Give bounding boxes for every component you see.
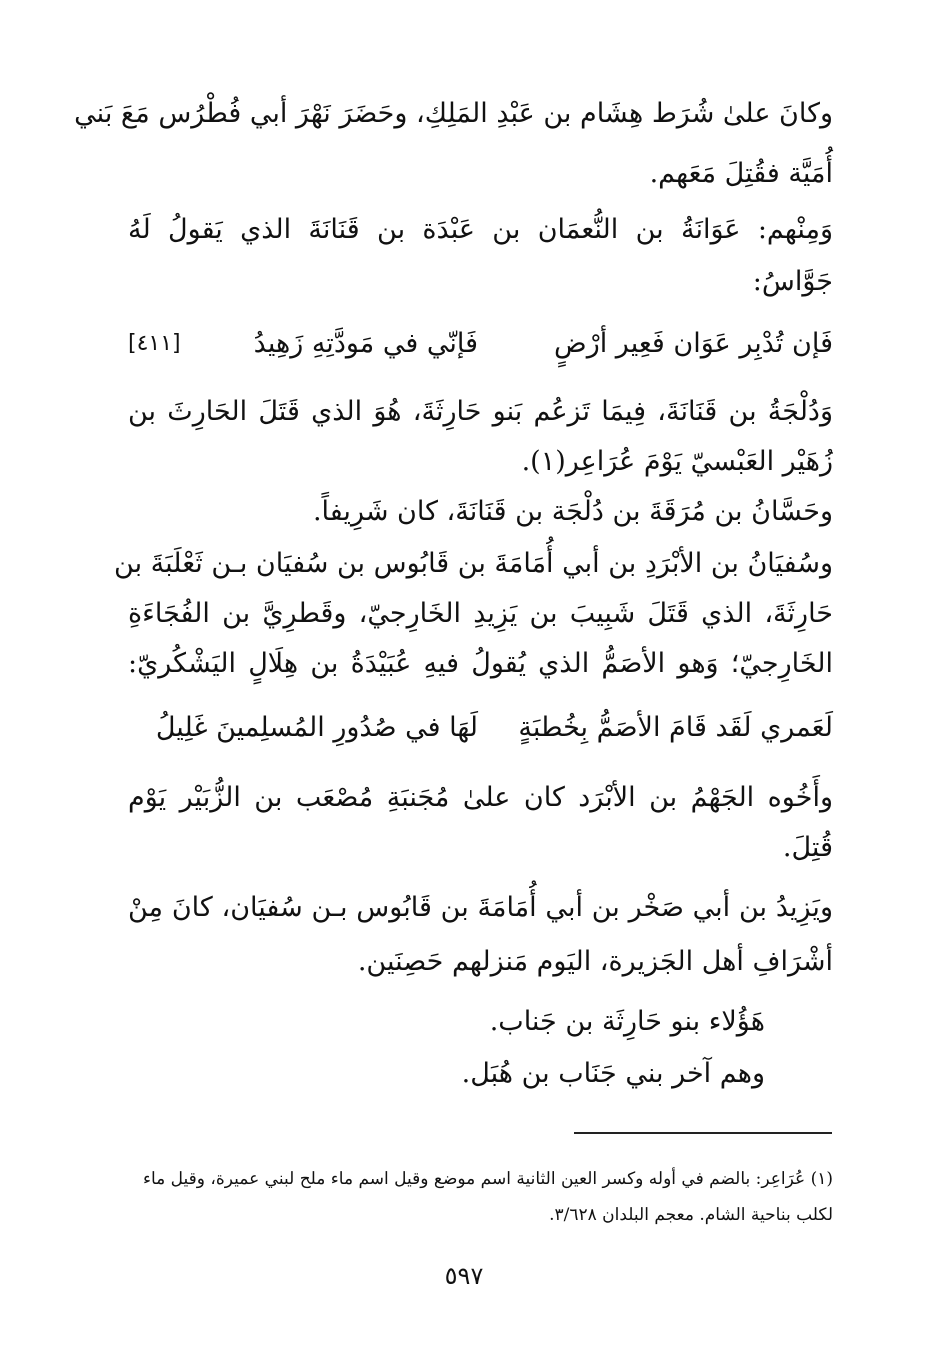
text-line: وهم آخر بني جَنَاب بن هُبَل. [461,1058,765,1089]
text-line: أشْرَافِ أهل الجَزيرة، اليَوم مَنزلهم حَصِنَين. [357,946,833,977]
text-line: وسُفيَانُ بن الأبْرَدِ بن أبي أُمَامَةَ بن قَابُوس بن سُفيَان بـن ثَعْلَبَةَ بن [114,548,833,579]
text-line: وأَخُوه الجَهْمُ بن الأبْرَد كان علىٰ مُجَنبَةِ مُصْعَب بن الزُّبَيْر يَوْم [128,782,833,813]
text-line: قُتِلَ. [782,832,833,863]
verse-line [128,324,833,364]
text-line: زُهَيْر العَبْسيّ يَوْمَ عُرَاعِر(١). [521,446,833,477]
text-line: وَمِنْهم: عَوَانَةُ بن النُّعمَان بن عَبْدَة بن قَنَانَةَ الذي يَقولُ لَهُ [128,214,833,245]
text-line: جَوَّاسُ: [752,266,833,297]
footnote-separator [574,1132,832,1134]
verse-number: [٤١١] [128,331,181,356]
page-number: ٥٩٧ [444,1262,484,1290]
verse-hemistich-first: لَعَمري لَقَد قَامَ الأصَمُّ بِخُطبَةٍ [518,712,833,743]
text-line: وكانَ علىٰ شُرَط هِشَام بن عَبْدِ المَلِكِ، وحَضَرَ نَهْرَ أبي فُطْرُس مَعَ بَني [74,98,833,129]
text-line: ويَزِيدُ بن أبي صَخْر بن أبي أُمَامَةَ بن قَابُوس بـن سُفيَان، كانَ مِنْ [128,892,833,923]
verse-hemistich-second: فَإنّي في مَودَّتِهِ زَهِيدُ [253,328,478,359]
text-line: وحَسَّانُ بن مُرَقَةَ بن دُلْجَة بن قَنَانَةَ، كان شَرِيفاً. [312,496,833,527]
footnote-line: لكلب بناحية الشام. معجم البلدان ٣/٦٢٨. [549,1205,833,1225]
verse-hemistich-second: لَهَا في صُدُورِ المُسلِمينَ غَلِيلُ [155,712,478,743]
text-line: الخَارِجيّ؛ وَهو الأصَمُّ الذي يُقولُ فيهِ عُبَيْدَةُ بن هِلَالٍ اليَشْكُريّ: [128,648,833,679]
text-line: أُمَيَّة فقُتِلَ مَعَهم. [649,158,833,189]
text-line: حَارِثَةَ، الذي قَتَلَ شَبِيبَ بن يَزِيدِ الخَارِجيّ، وقَطرِيَّ بن الفُجَاءَةِ [128,598,833,629]
footnote-line: (١) عُرَاعِر: بالضم في أوله وكسر العين الثانية اسم موضع وقيل اسم ماء ملح لبني عميرة، وقيل ماء [142,1169,833,1189]
verse-hemistich-first: فَإن تُدْبِر عَوَان فَعِير أرْضٍ [554,328,833,359]
text-line: وَدُلْجَةُ بن قَنَانَةَ، فِيمَا تَزعُم بَنو حَارِثَةَ، هُوَ الذي قَتَلَ الحَارِثَ بن [128,396,833,427]
verse-line [128,708,833,748]
text-line: هَؤُلاء بنو حَارِثَة بن جَناب. [489,1006,765,1037]
